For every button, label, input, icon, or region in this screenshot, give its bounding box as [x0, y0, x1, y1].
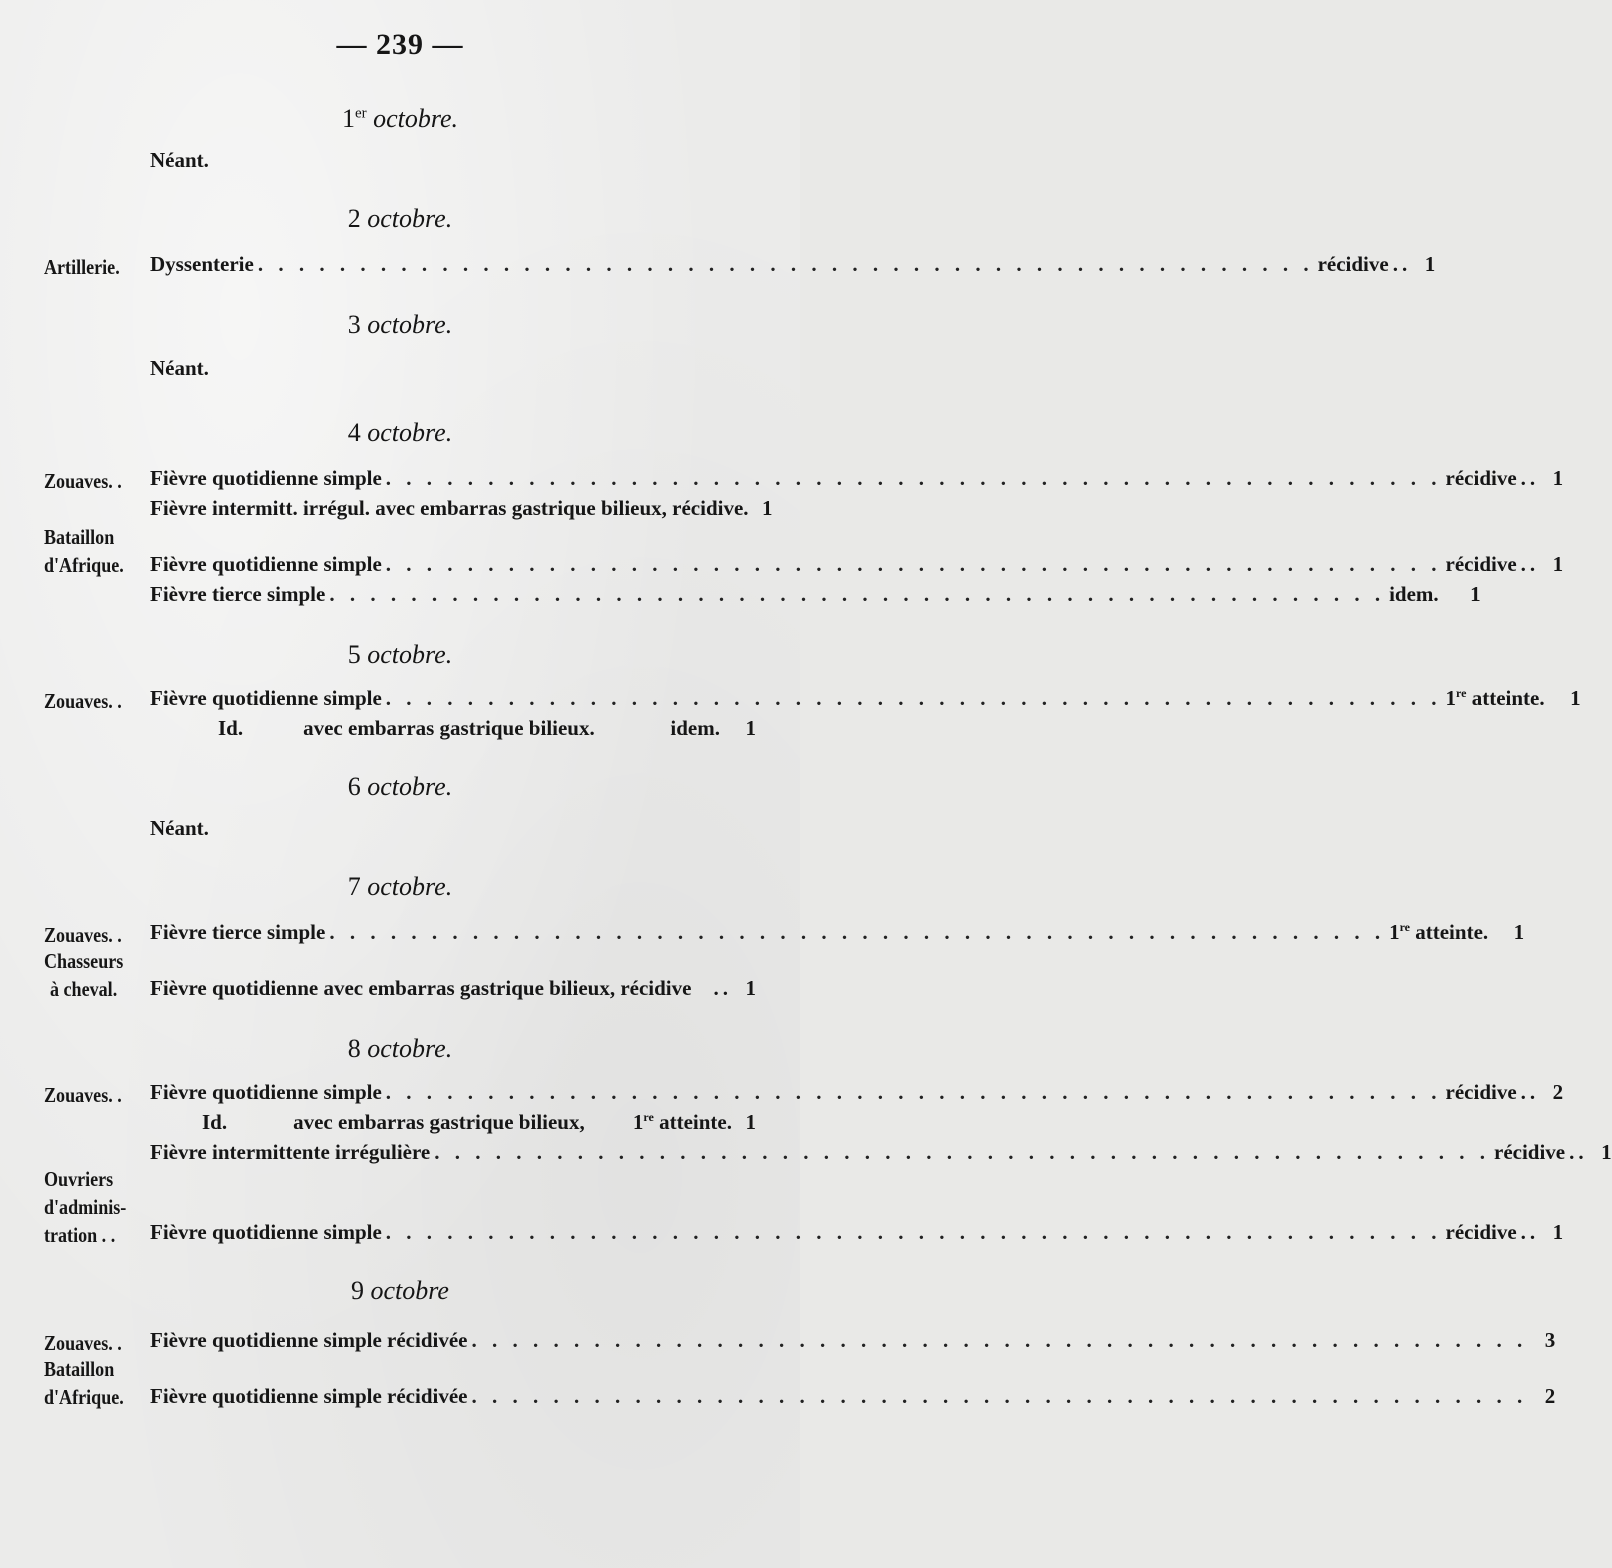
- date-day: 6: [347, 772, 361, 801]
- date-day: 9: [351, 1276, 365, 1305]
- date-heading-oct4: [0, 418, 800, 448]
- entry-count: 3: [1544, 1328, 1556, 1352]
- status-text: atteinte.: [1415, 920, 1489, 944]
- date-day: 2: [347, 204, 361, 233]
- entry-diagnosis: Fièvre quotidienne simple: [150, 1220, 382, 1244]
- entry-status: [1389, 920, 1488, 945]
- entry-row: [150, 1080, 1564, 1110]
- entry-id: Id.: [202, 1110, 228, 1134]
- entry-diagnosis: Fièvre quotidienne simple: [150, 686, 382, 710]
- unit-bataillon-afrique-line1: Bataillon: [44, 1357, 115, 1381]
- entry-status: [633, 1110, 732, 1135]
- dot-leader: . . . . . . . . . . . . . . . . . . . . . . . . . . . . . . . . . . . . . . . . . . . . . . . . . . . .: [434, 1140, 1490, 1164]
- dot-leader: . . . . . . . . . . . . . . . . . . . . . . . . . . . . . . . . . . . . . . . . . . . . . . . . . . . .: [385, 1080, 1442, 1104]
- unit-ouvriers-line2: d'adminis-: [44, 1195, 127, 1219]
- status-num: 1: [1389, 920, 1400, 944]
- unit-zouaves: Zouaves. .: [44, 469, 122, 493]
- entry-row: [150, 976, 756, 1006]
- unit-chasseurs-line1: Chasseurs: [44, 949, 124, 973]
- unit-zouaves: Zouaves. .: [44, 689, 122, 713]
- dot-leader: . . . . . . . . . . . . . . . . . . . . . . . . . . . . . . . . . . . . . . . . . . . . . . . . . . . .: [385, 552, 1442, 576]
- entry-diagnosis: avec embarras gastrique bilieux,: [293, 1110, 585, 1134]
- date-heading-oct5: [0, 640, 800, 670]
- entry-count: 1: [1570, 686, 1581, 710]
- entry-status: récidive: [1317, 252, 1389, 276]
- entry-count: 1: [1470, 582, 1481, 606]
- unit-zouaves: Zouaves. .: [44, 923, 122, 947]
- dot-leader: . . . . . . . . . . . . . . . . . . . . . . . . . . . . . . . . . . . . . . . . . . . . . . . . . . . .: [471, 1328, 1528, 1352]
- date-month: octobre: [370, 1276, 449, 1305]
- date-day: 4: [347, 418, 361, 447]
- entry-tail: ..: [1569, 1140, 1588, 1164]
- entry-status: récidive: [1445, 552, 1517, 576]
- status-num: 1: [1445, 686, 1457, 710]
- entry-tail: ..: [1520, 1220, 1540, 1244]
- entry-row: [150, 582, 1481, 612]
- entry-diagnosis: Fièvre quotidienne simple: [150, 466, 382, 490]
- entry-row: [150, 252, 1436, 282]
- entry-diagnosis: Fièvre quotidienne avec embarras gastrique bilieux, récidive: [150, 976, 692, 1000]
- entry-tail: ..: [713, 976, 732, 1000]
- status-sup: re: [1399, 920, 1410, 934]
- entry-row: [150, 466, 1564, 496]
- entry-diagnosis: Fièvre quotidienne simple: [150, 1080, 382, 1104]
- unit-chasseurs-line2: à cheval.: [50, 977, 118, 1001]
- unit-ouvriers-line3: tration . .: [44, 1223, 116, 1247]
- date-heading-oct3: [0, 310, 800, 340]
- entry-count: 1: [1513, 920, 1525, 944]
- entry-row: [150, 1140, 1612, 1170]
- entry-count: 1: [1552, 552, 1564, 576]
- entry-diagnosis: Fièvre quotidienne simple récidivée: [150, 1384, 468, 1408]
- entry-status: récidive: [1445, 466, 1517, 490]
- entry-count: 2: [1544, 1384, 1556, 1408]
- entry-tail: ..: [1520, 1080, 1540, 1104]
- entry-diagnosis: Dyssenterie: [150, 252, 254, 276]
- entry-status: idem.: [670, 716, 720, 740]
- entry-diagnosis: avec embarras gastrique bilieux.: [303, 716, 595, 740]
- date-month: octobre.: [373, 104, 459, 133]
- date-day: 7: [347, 872, 361, 901]
- status-sup: re: [643, 1110, 654, 1124]
- dot-leader: . . . . . . . . . . . . . . . . . . . . . . . . . . . . . . . . . . . . . . . . . . . . . . . . . . . .: [385, 1220, 1442, 1244]
- dot-leader: . . . . . . . . . . . . . . . . . . . . . . . . . . . . . . . . . . . . . . . . . . . . . . . . . . . .: [385, 686, 1442, 710]
- entry-status: [1446, 686, 1545, 711]
- date-month: octobre.: [367, 640, 453, 669]
- date-month: octobre.: [367, 772, 453, 801]
- entry-tail: ..: [1520, 552, 1540, 576]
- unit-zouaves: Zouaves. .: [44, 1331, 122, 1355]
- date-month: octobre.: [367, 1034, 453, 1063]
- entry-row: [150, 716, 756, 746]
- unit-artillerie: Artillerie.: [44, 255, 120, 279]
- entry-row: [150, 920, 1525, 950]
- date-heading-oct6: [0, 772, 800, 802]
- entry-count: 1: [1552, 466, 1564, 490]
- entry-tail: ..: [1392, 252, 1412, 276]
- entry-diagnosis: Fièvre intermittente irrégulière: [150, 1140, 431, 1164]
- date-day: 5: [347, 640, 361, 669]
- entry-row: [150, 496, 773, 526]
- entry-count: 1: [1601, 1140, 1612, 1164]
- dot-leader: . . . . . . . . . . . . . . . . . . . . . . . . . . . . . . . . . . . . . . . . . . . . . . . . . . . .: [471, 1384, 1528, 1408]
- date-day: 3: [347, 310, 361, 339]
- entry-diagnosis: Fièvre quotidienne simple récidivée: [150, 1328, 468, 1352]
- date-heading-oct7: [0, 872, 800, 902]
- page-number: — 239 —: [336, 28, 464, 61]
- date-month: octobre.: [367, 418, 453, 447]
- entry-count: 1: [1424, 252, 1436, 276]
- date-heading-oct2: [0, 204, 800, 234]
- unit-bataillon-afrique-line2: d'Afrique.: [44, 1385, 124, 1409]
- entry-id: Id.: [218, 716, 244, 740]
- entry-status: récidive: [1494, 1140, 1566, 1164]
- dot-leader: . . . . . . . . . . . . . . . . . . . . . . . . . . . . . . . . . . . . . . . . . . . . . . . . . . . .: [257, 252, 1314, 276]
- dot-leader: . . . . . . . . . . . . . . . . . . . . . . . . . . . . . . . . . . . . . . . . . . . . . . . . . . . .: [385, 466, 1442, 490]
- unit-bataillon-afrique-line2: d'Afrique.: [44, 553, 124, 577]
- entry-count: 1: [1552, 1220, 1564, 1244]
- unit-ouvriers-line1: Ouvriers: [44, 1167, 114, 1191]
- dot-leader: . . . . . . . . . . . . . . . . . . . . . . . . . . . . . . . . . . . . . . . . . . . . . . . . . . . .: [329, 582, 1386, 606]
- neant-oct3: Néant.: [150, 356, 209, 380]
- entry-count: 2: [1552, 1080, 1564, 1104]
- entry-count: 1: [762, 496, 773, 520]
- date-day: 8: [347, 1034, 361, 1063]
- entry-count: 1: [745, 976, 756, 1000]
- entry-row: [150, 686, 1581, 716]
- neant-oct1: Néant.: [150, 148, 209, 172]
- date-month: octobre.: [367, 310, 453, 339]
- status-sup: re: [1456, 686, 1467, 700]
- entry-row: [150, 1384, 1556, 1414]
- unit-zouaves: Zouaves. .: [44, 1083, 122, 1107]
- date-heading-oct1: [0, 104, 800, 134]
- entry-row: [150, 1110, 756, 1140]
- entry-diagnosis: Fièvre intermitt. irrégul. avec embarras gastrique bilieux, récidive.: [150, 496, 749, 520]
- date-month: octobre.: [367, 204, 453, 233]
- entry-diagnosis: Fièvre tierce simple: [150, 920, 326, 944]
- entry-status: récidive: [1445, 1080, 1517, 1104]
- dot-leader: . . . . . . . . . . . . . . . . . . . . . . . . . . . . . . . . . . . . . . . . . . . . . . . . . . . .: [329, 920, 1386, 944]
- date-heading-oct9: [0, 1276, 800, 1306]
- entry-status: récidive: [1445, 1220, 1517, 1244]
- entry-count: 1: [745, 716, 756, 740]
- date-day: 1: [341, 104, 355, 133]
- status-text: atteinte.: [659, 1110, 732, 1134]
- entry-count: 1: [745, 1110, 756, 1134]
- date-heading-oct8: [0, 1034, 800, 1064]
- entry-diagnosis: Fièvre tierce simple: [150, 582, 326, 606]
- date-sup: er: [354, 105, 367, 122]
- entry-row: [150, 1328, 1556, 1358]
- entry-tail: ..: [1520, 466, 1540, 490]
- neant-oct6: Néant.: [150, 816, 209, 840]
- status-num: 1: [632, 1110, 644, 1134]
- unit-bataillon-afrique-line1: Bataillon: [44, 525, 115, 549]
- date-month: octobre.: [367, 872, 453, 901]
- entry-status: idem.: [1389, 582, 1439, 606]
- entry-row: [150, 1220, 1564, 1250]
- entry-diagnosis: Fièvre quotidienne simple: [150, 552, 382, 576]
- status-text: atteinte.: [1471, 686, 1545, 710]
- entry-row: [150, 552, 1564, 582]
